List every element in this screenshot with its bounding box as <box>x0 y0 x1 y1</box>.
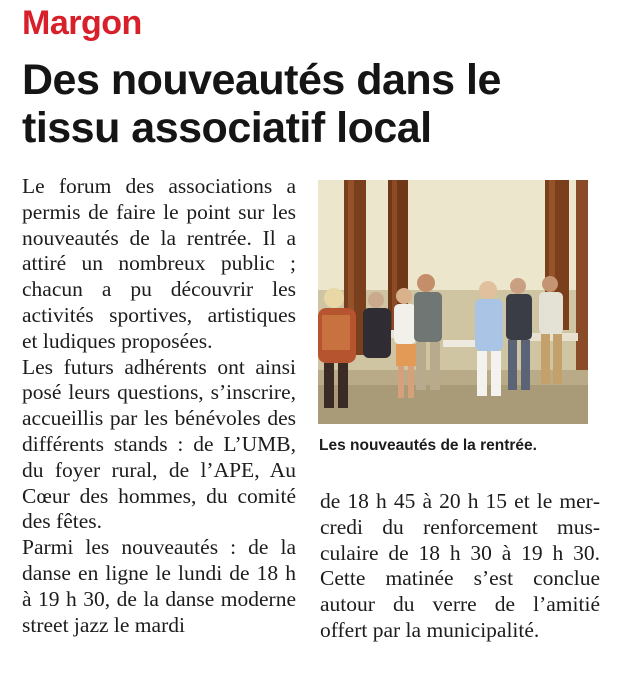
article-body-right-column <box>320 489 600 644</box>
body-paragraph-1: Le forum des associations a permis de faire le point sur les nouveautés de la rentrée. Il a attiré un nombreux public ; chacun a pu découvrir les activités sportives, artistiques et ludiques proposées. <box>22 174 296 353</box>
body-paragraph-continued: de 18 h 45 à 20 h 15 et le mercredi du renforcement musculaire de 18 h 30 à 19 h 30. Cette matinée s’est conclue autour du verre de l’amitié offert par la municipalité. <box>320 489 600 642</box>
photo-caption: Les nouveautés de la rentrée. <box>319 437 537 454</box>
body-paragraph-2: Les futurs adhérents ont ainsi posé leurs questions, s’inscrire, accueillis par les bénévoles des différents stands : de L’UMB, du foyer rural, de l’APE, Au Cœur des hommes, du comité des fêtes. <box>22 354 296 534</box>
article-headline: Des nouveautés dans le tissu associatif local <box>22 56 501 152</box>
section-kicker: Margon <box>22 4 142 42</box>
article-photo <box>318 180 588 424</box>
body-paragraph-3: Parmi les nouveautés : de la danse en ligne le lundi de 18 h à 19 h 30, de la danse moderne street jazz le mardi <box>22 535 296 637</box>
article-body-left-column <box>22 174 296 638</box>
